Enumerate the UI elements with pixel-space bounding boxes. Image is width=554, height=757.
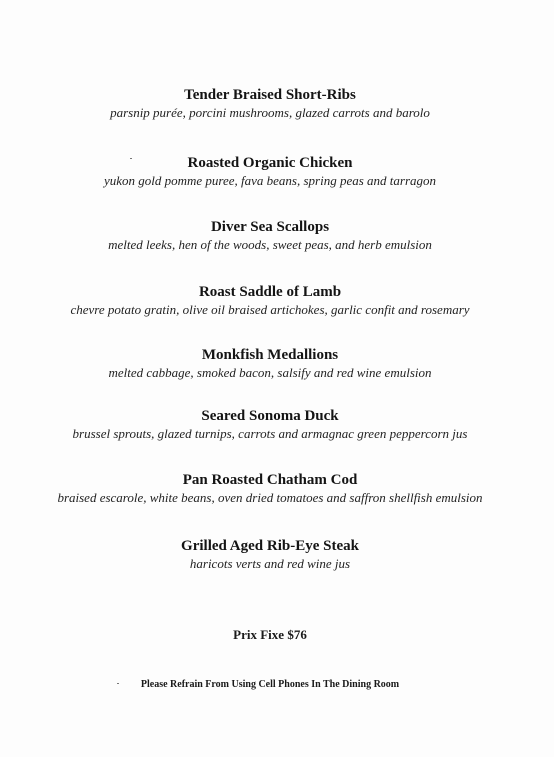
scan-speck [130, 158, 132, 159]
menu-item-name: Seared Sonoma Duck [201, 408, 339, 424]
menu-item-description: yukon gold pomme puree, fava beans, spring peas and tarragon [103, 173, 437, 188]
menu-item [0, 218, 540, 253]
menu-item-name: Roasted Organic Chicken [187, 155, 353, 171]
prix-fixe-price: Prix Fixe $76 [233, 627, 307, 642]
menu-item-description: chevre potato gratin, olive oil braised artichokes, garlic confit and rosemary [70, 302, 470, 317]
menu-item-description: haricots verts and red wine jus [189, 556, 351, 571]
menu-item [0, 537, 540, 572]
menu-item [0, 283, 540, 318]
menu-item [0, 346, 540, 381]
menu-item-description: braised escarole, white beans, oven dried tomatoes and saffron shellfish emulsion [57, 490, 483, 505]
menu-item-description: parsnip purée, porcini mushrooms, glazed carrots and barolo [110, 105, 430, 120]
menu-item-name: Monkfish Medallions [201, 347, 339, 363]
menu-item [0, 154, 540, 189]
menu-item-name: Grilled Aged Rib-Eye Steak [181, 538, 359, 554]
menu-item [0, 471, 540, 506]
menu-item-name: Roast Saddle of Lamb [198, 284, 342, 300]
menu-item [0, 86, 540, 121]
menu-item-name: Diver Sea Scallops [210, 219, 330, 235]
menu-item-description: melted cabbage, smoked bacon, salsify and red wine emulsion [108, 365, 432, 380]
cell-phone-notice: Please Refrain From Using Cell Phones In The Dining Room [140, 679, 400, 690]
menu-item-name: Pan Roasted Chatham Cod [182, 472, 358, 488]
scan-speck [117, 683, 119, 684]
menu-item-description: brussel sprouts, glazed turnips, carrots and armagnac green peppercorn jus [72, 426, 468, 441]
menu-item [0, 407, 540, 442]
menu-item-name: Tender Braised Short-Ribs [184, 87, 356, 103]
menu-item-description: melted leeks, hen of the woods, sweet peas, and herb emulsion [108, 237, 432, 252]
